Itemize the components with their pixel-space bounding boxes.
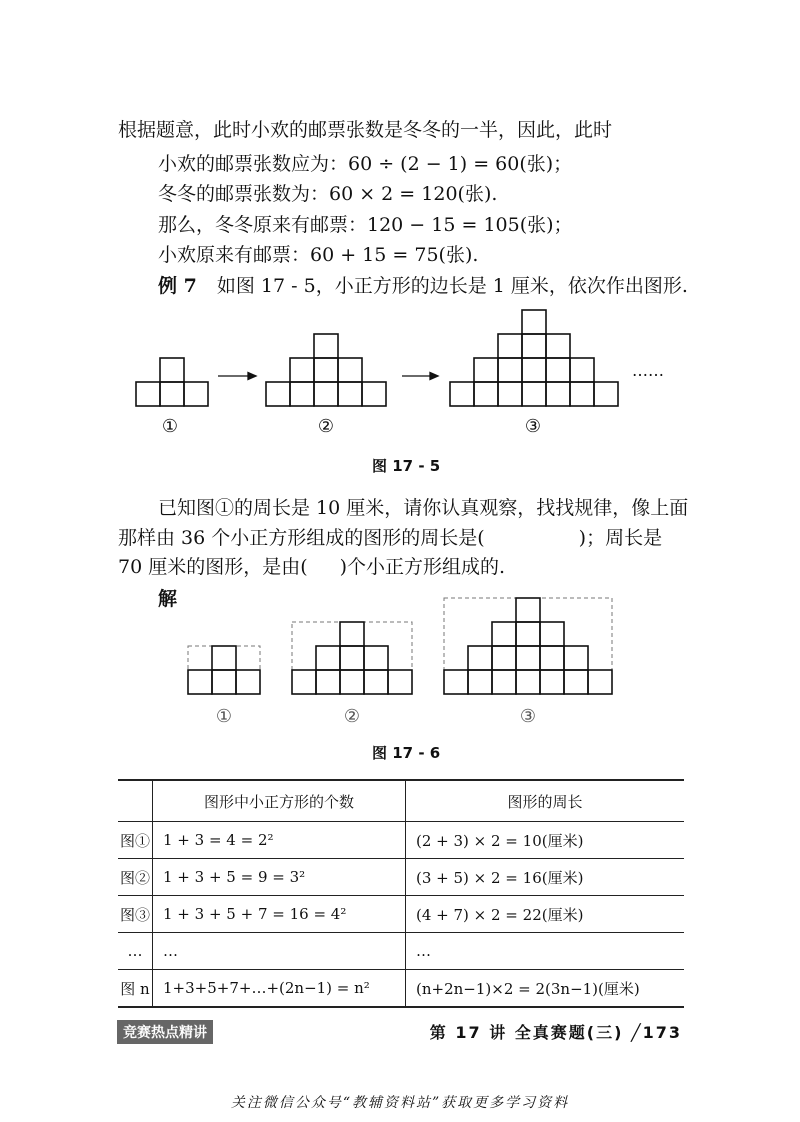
fig1-shape-3 (450, 310, 618, 406)
table-cell: … (153, 933, 406, 970)
table-cell: (2 + 3) × 2 = 10(厘米) (406, 822, 685, 859)
table-cell: 1 + 3 + 5 + 7 = 16 = 4² (153, 896, 406, 933)
fig2-shape-1 (188, 646, 260, 694)
question-line-1: 已知图①的周长是 10 厘米，请你认真观察，找找规律，像上面 (158, 497, 689, 519)
table-row (118, 859, 684, 896)
table-row (118, 896, 684, 933)
fig1-label-3: ③ (524, 416, 542, 437)
question-line-3 (118, 553, 505, 581)
table-cell: (3 + 5) × 2 = 16(厘米) (406, 859, 685, 896)
example-heading (158, 272, 688, 300)
figure-17-5 (0, 308, 800, 448)
pattern-table (118, 779, 684, 1008)
fig1-shape-1 (136, 358, 208, 406)
question-line-2 (118, 524, 662, 552)
arrow-1 (218, 373, 256, 380)
table-header-0 (118, 780, 153, 822)
chapter-page-number: 第 17 讲 全真赛题(三) ╱173 (429, 1023, 682, 1042)
table-cell: 1 + 3 = 4 = 2² (153, 822, 406, 859)
fig2-label-1: ① (215, 706, 233, 727)
fig2-label-2: ② (343, 706, 361, 727)
arrow-2 (402, 373, 438, 380)
question-line-3b: )个小正方形组成的. (339, 556, 506, 578)
table-cell: 1 + 3 + 5 = 9 = 3² (153, 859, 406, 896)
figure-17-6-caption: 图 17 - 6 (372, 744, 441, 762)
body-line-5: 小欢原来有邮票：60 + 15 = 75(张). (158, 244, 479, 266)
table-cell: 图 n (118, 970, 153, 1008)
table-cell: (4 + 7) × 2 = 22(厘米) (406, 896, 685, 933)
table-cell: 图① (118, 822, 153, 859)
table-cell: … (118, 933, 153, 970)
example-label: 例 7 (158, 275, 197, 297)
table-cell: 图② (118, 859, 153, 896)
table-row (118, 933, 684, 970)
question-line-2b: )；周长是 (578, 527, 663, 549)
table-cell: … (406, 933, 685, 970)
question-line-2a: 那样由 36 个小正方形组成的图形的周长是( (118, 527, 485, 549)
figure-17-6 (0, 594, 800, 734)
table-header-1: 图形中小正方形的个数 (153, 780, 406, 822)
fig2-shape-3 (444, 598, 612, 694)
figure-17-5-caption: 图 17 - 5 (372, 457, 441, 475)
table-header-row (118, 780, 684, 822)
table-cell: 1+3+5+7+…+(2n−1) = n² (153, 970, 406, 1008)
table-row (118, 970, 684, 1008)
example-text: 如图 17 - 5，小正方形的边长是 1 厘米，依次作出图形. (216, 275, 688, 297)
watermark-note: 关注微信公众号“教辅资料站”获取更多学习资料 (230, 1095, 570, 1111)
body-line-3: 冬冬的邮票张数为：60 × 2 = 120(张). (158, 183, 498, 205)
body-line-2: 小欢的邮票张数应为：60 ÷ (2 − 1) = 60(张)； (158, 153, 573, 175)
table-cell: 图③ (118, 896, 153, 933)
body-line-4: 那么，冬冬原来有邮票：120 − 15 = 105(张)； (158, 214, 573, 236)
fig1-ellipsis: …… (632, 361, 664, 380)
table-cell: (n+2n−1)×2 = 2(3n−1)(厘米) (406, 970, 685, 1008)
table-row (118, 822, 684, 859)
section-tag: 竞赛热点精讲 (117, 1020, 213, 1044)
table-header-2: 图形的周长 (406, 780, 685, 822)
fig1-shape-2 (266, 334, 386, 406)
body-line-1: 根据题意，此时小欢的邮票张数是冬冬的一半，因此，此时 (118, 119, 613, 141)
solution-label: 解 (158, 588, 178, 610)
fig1-label-2: ② (317, 416, 335, 437)
fig2-shape-2 (292, 622, 412, 694)
fig2-dashed-box-2 (292, 622, 412, 694)
fig1-label-1: ① (161, 416, 179, 437)
fig2-label-3: ③ (519, 706, 537, 727)
question-line-3a: 70 厘米的图形，是由( (118, 556, 308, 578)
